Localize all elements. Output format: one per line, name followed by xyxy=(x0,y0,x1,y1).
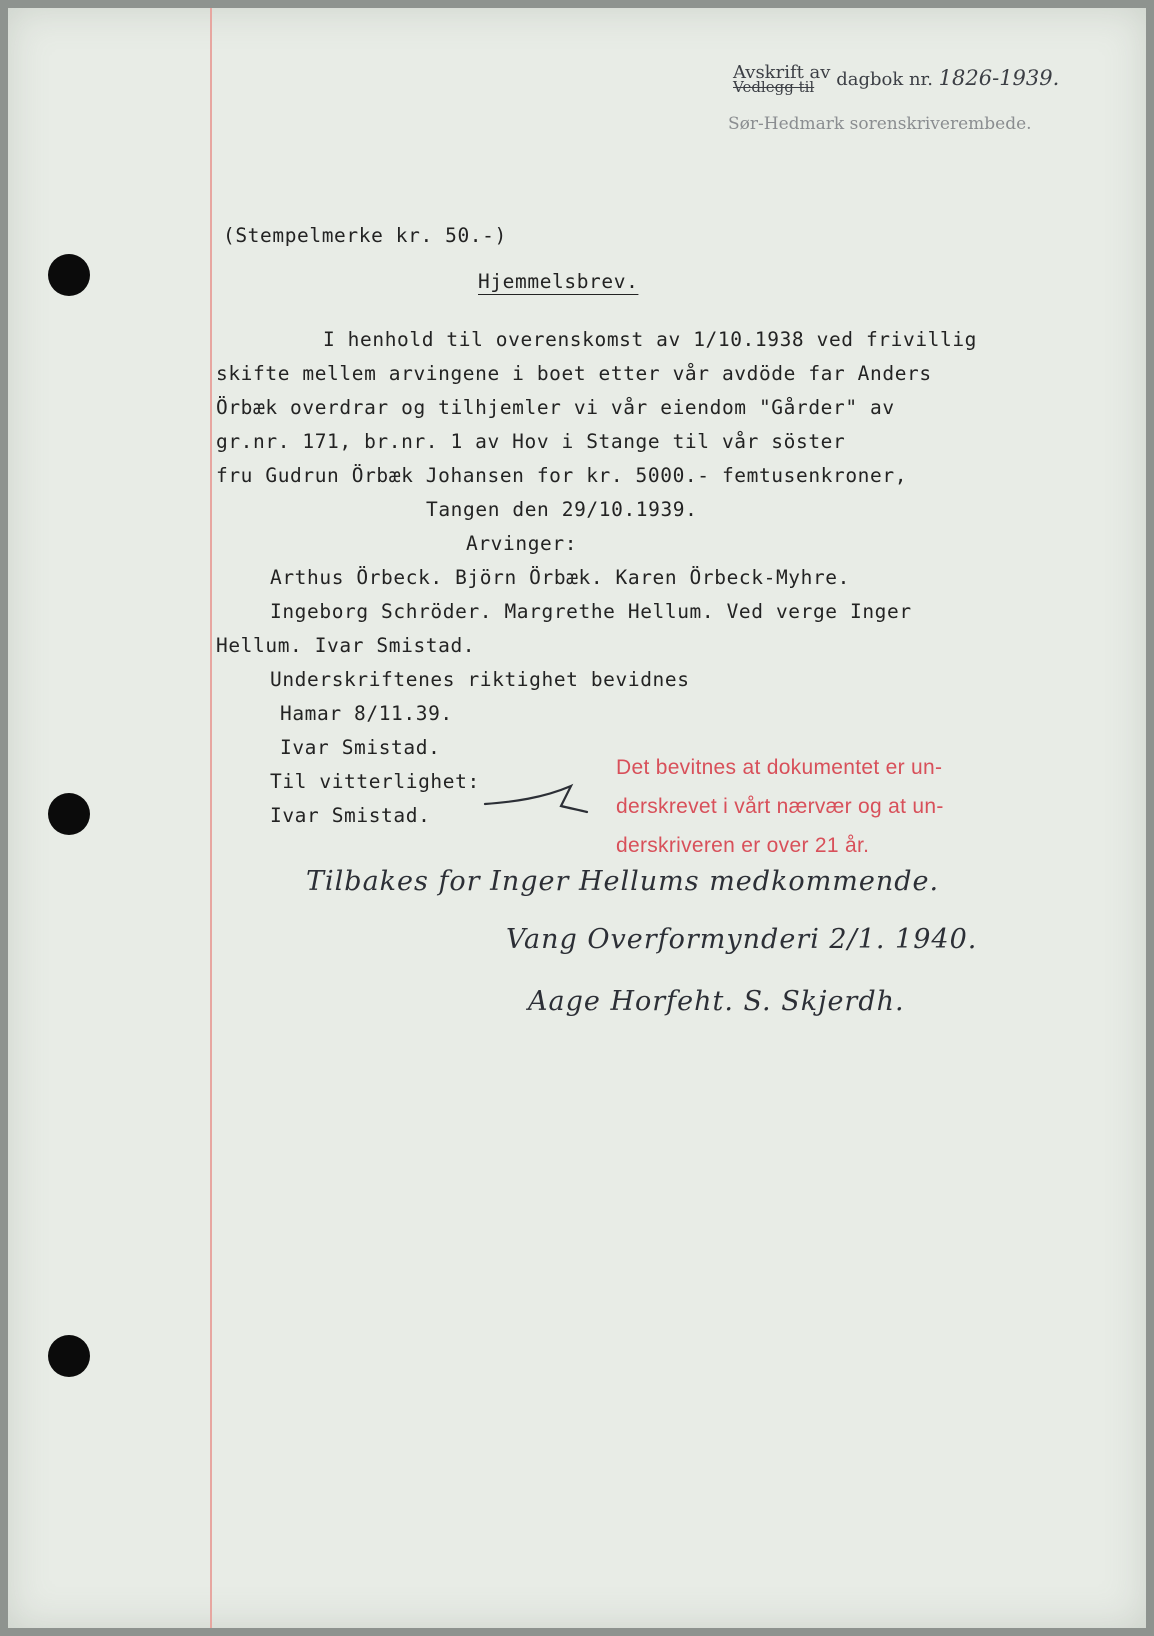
body-line: I henhold til overenskomst av 1/10.1938 ved frivillig xyxy=(323,328,978,351)
document-page xyxy=(8,8,1146,1628)
punch-hole xyxy=(48,793,90,835)
body-line: skifte mellem arvingene i boet etter vår avdöde far Anders xyxy=(216,362,932,385)
witness-signature-mark xyxy=(483,780,593,820)
stamp-label-top: Avskrift av xyxy=(733,62,831,83)
stamp-label-struck: Vedlegg til xyxy=(733,78,815,96)
attest-line: Underskriftenes riktighet bevidnes xyxy=(270,668,690,691)
margin-line xyxy=(210,8,212,1628)
dagbok-number: 1826-1939. xyxy=(938,66,1060,90)
witness-label: Til vitterlighet: xyxy=(270,770,480,793)
certification-line: Det bevitnes at dokumentet er un- xyxy=(616,756,943,779)
certification-stamp xyxy=(616,748,1046,865)
office-name: Sør-Hedmark sorenskriverembede. xyxy=(728,114,1032,134)
certification-line: derskrevet i vårt nærvær og at un- xyxy=(616,795,944,818)
registration-stamp xyxy=(728,62,1060,134)
handwritten-signatures: Aage Horfeht. S. Skjerdh. xyxy=(528,986,905,1017)
heirs-line: Arthus Örbeck. Björn Örbæk. Karen Örbeck-Myhre. xyxy=(270,566,850,589)
stamp-fee-line: (Stempelmerke kr. 50.-) xyxy=(223,224,507,247)
handwritten-note-line: Vang Overformynderi 2/1. 1940. xyxy=(506,924,978,955)
attest-place: Hamar 8/11.39. xyxy=(280,702,453,725)
document-title: Hjemmelsbrev. xyxy=(478,270,639,293)
heirs-line: Hellum. Ivar Smistad. xyxy=(216,634,476,657)
heirs-line: Ingeborg Schröder. Margrethe Hellum. Ved verge Inger xyxy=(270,600,912,623)
punch-hole xyxy=(48,1335,90,1377)
body-line: Örbæk overdrar og tilhjemler vi vår eiendom "Gårder" av xyxy=(216,396,895,419)
certification-line: derskriveren er over 21 år. xyxy=(616,834,870,857)
attest-name: Ivar Smistad. xyxy=(280,736,441,759)
registration-row xyxy=(733,62,1060,96)
witness-name: Ivar Smistad. xyxy=(270,804,431,827)
heirs-label: Arvinger: xyxy=(466,532,578,555)
body-line: fru Gudrun Örbæk Johansen for kr. 5000.- femtusenkroner, xyxy=(216,464,908,487)
place-date: Tangen den 29/10.1939. xyxy=(426,498,698,521)
handwritten-note-line: Tilbakes for Inger Hellums medkommende. xyxy=(306,866,940,897)
punch-hole xyxy=(48,254,90,296)
dagbok-label: dagbok nr. xyxy=(836,69,933,90)
body-line: gr.nr. 171, br.nr. 1 av Hov i Stange til vår söster xyxy=(216,430,846,453)
